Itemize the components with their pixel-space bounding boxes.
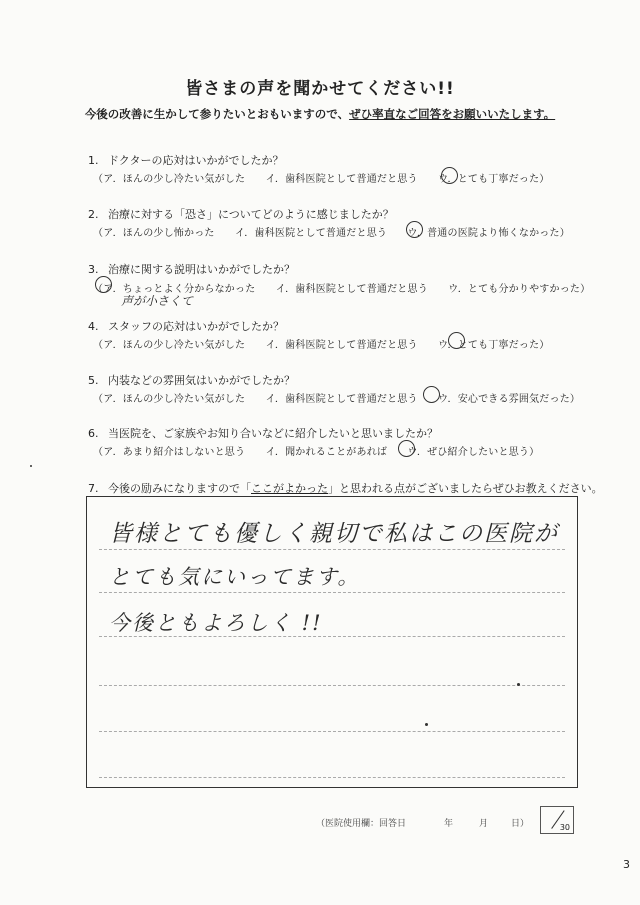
question-1: 1. ドクターの応対はいかがでしたか？ [88, 154, 284, 167]
answer-line [99, 592, 565, 593]
answer-line [99, 731, 565, 732]
score-denominator: 30 [559, 823, 570, 832]
stray-dot [517, 683, 520, 686]
answer-line [99, 685, 565, 686]
page-number: 3 [623, 858, 630, 871]
question-3-text: 治療に関する説明はいかがでしたか？ [108, 263, 295, 276]
question-3: 3. 治療に関する説明はいかがでしたか？ [88, 263, 295, 276]
answer-line [99, 549, 565, 550]
question-6-text: 当医院を、ご家族やお知り合いなどに紹介したいと思いましたか？ [108, 427, 438, 440]
question-6-options: （ア．あまり紹介はしないと思う イ．聞かれることがあれば ウ．ぜひ紹介したいと思う） [93, 447, 540, 458]
question-5-text: 内装などの雰囲気はいかがでしたか？ [108, 374, 295, 387]
clinic-use-year: 年 [444, 819, 454, 829]
question-2-options: （ア．ほんの少し怖かった イ．歯科医院として普通だと思う ウ．普通の医院より怖くなかった） [93, 228, 570, 239]
question-6-selection-circle [398, 440, 415, 457]
question-2: 2. 治療に対する「恐さ」についてどのように感じましたか？ [88, 208, 394, 221]
question-3-selection-circle [95, 276, 112, 293]
subtitle-emphasis: ぜひ率直なご回答をお願いいたします。 [349, 107, 556, 121]
question-5-options: （ア．ほんの少し冷たい気がした イ．歯科医院として普通だと思う ウ．安心できる雰囲気だった） [93, 394, 581, 405]
answer-line-3: 今後ともよろしく !! [109, 611, 323, 635]
question-1-options: （ア．ほんの少し冷たい気がした イ．歯科医院として普通だと思う ウ．とても丁寧だった） [93, 174, 550, 185]
subtitle-pre: 今後の改善に生かして参りたいとおもいますので、 [84, 107, 350, 121]
score-box [540, 806, 574, 834]
question-1-text: ドクターの応対はいかがでしたか？ [108, 154, 284, 167]
question-2-text: 治療に対する「恐さ」についてどのように感じましたか？ [108, 208, 394, 221]
question-3-handwritten-note: 声が小さくて [121, 294, 194, 308]
question-3-options: （ア．ちょっとよく分からなかった イ．歯科医院として普通だと思う ウ．とても分かりやすかった） [93, 284, 591, 295]
answer-line [99, 777, 565, 778]
question-4-options: （ア．ほんの少し冷たい気がした イ．歯科医院として普通だと思う ウ．とても丁寧だった） [93, 340, 550, 351]
page-title: 皆さまの声を聞かせてください!! [185, 79, 455, 99]
answer-line-1: 皆様とても優しく親切で私はこの医院が [109, 521, 559, 547]
free-comment-box [86, 496, 578, 788]
question-2-selection-circle [406, 221, 423, 238]
stray-dot [425, 723, 428, 726]
question-7-emphasis: ここがよかった [251, 482, 328, 495]
question-7: 7. 今後の励みになりますので「ここがよかった」と思われる点がございましたらぜひお教えください。 [88, 482, 603, 495]
question-5: 5. 内装などの雰囲気はいかがでしたか？ [88, 374, 295, 387]
question-5-selection-circle [423, 386, 440, 403]
question-6: 6. 当医院を、ご家族やお知り合いなどに紹介したいと思いましたか？ [88, 427, 438, 440]
question-4: 4. スタッフの応対はいかがでしたか？ [88, 320, 284, 333]
clinic-use-month: 月 [479, 819, 489, 829]
question-1-selection-circle [441, 167, 458, 184]
clinic-use-label: （医院使用欄：回答日 [316, 819, 407, 829]
question-4-selection-circle [448, 332, 465, 349]
page-subtitle [0, 106, 640, 122]
clinic-use-day: 日） [511, 819, 530, 829]
stray-dot [30, 465, 32, 467]
question-4-text: スタッフの応対はいかがでしたか？ [108, 320, 284, 333]
answer-line-2: とても気にいってます。 [109, 565, 361, 589]
